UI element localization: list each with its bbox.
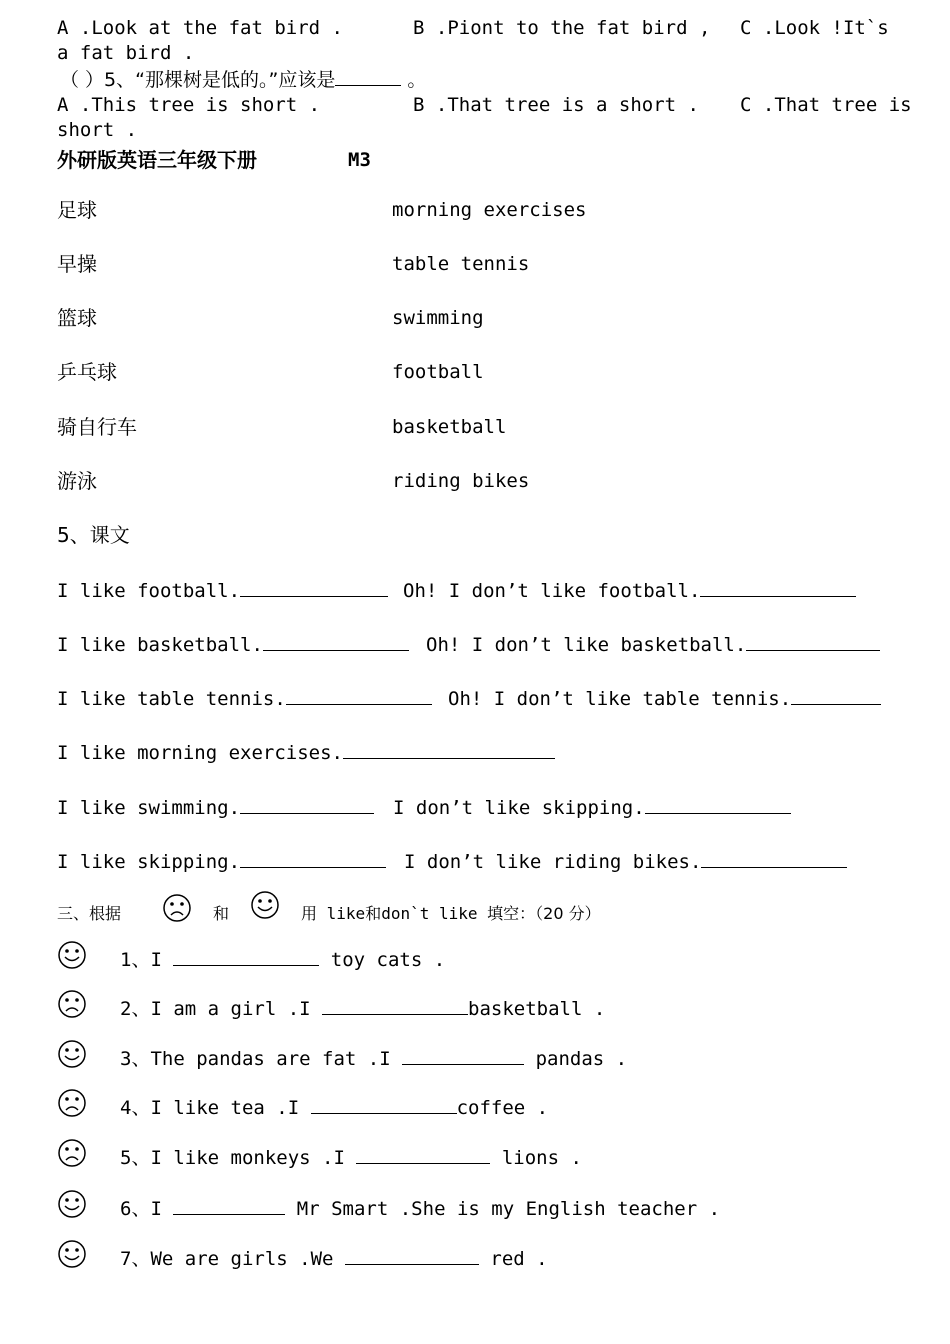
vocab-cn-1: 足球 xyxy=(57,198,97,222)
fill-item-6-post: Mr Smart .She is my English teacher . xyxy=(296,1198,721,1220)
text-line-6-blank-b[interactable] xyxy=(701,849,847,868)
section3-like: like xyxy=(326,904,366,923)
happy-face-icon xyxy=(57,940,87,970)
section5-title: 5、课文 xyxy=(57,523,130,547)
q5-option-a: A .This tree is short . xyxy=(57,94,321,116)
q4-option-b: B .Piont to the fat bird , xyxy=(413,17,711,39)
q5-answer-blank[interactable] xyxy=(335,67,401,86)
fill-item-5-blank[interactable] xyxy=(356,1145,490,1164)
section3-and2: 和 xyxy=(365,904,382,923)
vocab-en-4: football xyxy=(392,361,484,383)
happy-face-icon xyxy=(57,1039,87,1069)
fill-item-6 xyxy=(120,1196,720,1221)
text-line-5 xyxy=(57,795,374,820)
q5-option-b: B .That tree is a short . xyxy=(413,94,699,116)
q5-prefix: （ ）5、“那棵树是低的。”应该是 xyxy=(60,69,336,91)
text-line-1-a: I like football. xyxy=(57,580,241,602)
fill-item-5 xyxy=(120,1145,582,1170)
q4-option-a: A .Look at the fat bird . xyxy=(57,17,343,39)
text-line-2 xyxy=(57,632,409,657)
fill-item-6-blank[interactable] xyxy=(173,1196,285,1215)
fill-item-7 xyxy=(120,1246,548,1271)
text-line-5-blank-b[interactable] xyxy=(645,795,791,814)
text-line-6-blank-a[interactable] xyxy=(240,849,386,868)
section3-instr-pre: 用 xyxy=(301,904,318,923)
q5-option-c: C .That tree is xyxy=(740,94,912,116)
text-line-1-right xyxy=(403,578,856,603)
vocab-en-1: morning exercises xyxy=(392,199,587,221)
fill-item-5-pre: 5、I like monkeys .I xyxy=(120,1147,345,1169)
vocab-cn-4: 乒乓球 xyxy=(57,360,117,384)
vocab-cn-2: 早操 xyxy=(57,252,97,276)
fill-item-1 xyxy=(120,947,445,972)
fill-item-3 xyxy=(120,1046,627,1071)
text-line-2-blank-a[interactable] xyxy=(263,632,409,651)
section3-dont-like: don`t like xyxy=(381,904,478,923)
fill-item-4-post: coffee . xyxy=(456,1097,549,1119)
text-line-1-b: Oh! I don’t like football. xyxy=(403,580,701,602)
text-line-6-b: I don’t like riding bikes. xyxy=(404,851,702,873)
fill-item-2-blank[interactable] xyxy=(322,996,468,1015)
fill-item-3-blank[interactable] xyxy=(402,1046,524,1065)
fill-item-1-pre: 1、I xyxy=(120,949,162,971)
vocab-en-6: riding bikes xyxy=(392,470,530,492)
text-line-2-blank-b[interactable] xyxy=(746,632,880,651)
q4-option-c-continued: a fat bird . xyxy=(57,42,195,64)
text-line-5-right xyxy=(393,795,791,820)
q5-option-c-continued: short . xyxy=(57,119,138,141)
text-line-1-blank-b[interactable] xyxy=(700,578,856,597)
sad-face-icon xyxy=(162,893,192,923)
sad-face-icon xyxy=(57,989,87,1019)
text-line-4 xyxy=(57,740,555,765)
happy-face-icon xyxy=(57,1189,87,1219)
fill-item-7-blank[interactable] xyxy=(345,1246,479,1265)
fill-item-7-pre: 7、We are girls .We xyxy=(120,1248,334,1270)
vocab-cn-3: 篮球 xyxy=(57,306,97,330)
module-label: M3 xyxy=(348,149,371,171)
happy-face-icon xyxy=(250,890,280,920)
section3-label: 三、根据 xyxy=(57,904,122,923)
q4-option-c: C .Look !It`s xyxy=(740,17,889,39)
text-line-3-blank-a[interactable] xyxy=(286,686,432,705)
text-line-3-right xyxy=(448,686,881,711)
sad-face-icon xyxy=(57,1138,87,1168)
text-line-2-right xyxy=(426,632,880,657)
fill-item-4-pre: 4、I like tea .I xyxy=(120,1097,300,1119)
fill-item-4-blank[interactable] xyxy=(311,1095,457,1114)
text-line-6-a: I like skipping. xyxy=(57,851,241,873)
fill-item-5-post: lions . xyxy=(501,1147,582,1169)
text-line-2-a: I like basketball. xyxy=(57,634,263,656)
fill-item-2-post: basketball . xyxy=(468,998,606,1020)
q5-suffix: 。 xyxy=(407,69,427,91)
fill-item-4 xyxy=(120,1095,548,1120)
vocab-en-5: basketball xyxy=(392,416,507,438)
page-title: 外研版英语三年级下册 xyxy=(57,148,257,172)
fill-item-7-post: red . xyxy=(490,1248,548,1270)
text-line-6 xyxy=(57,849,386,874)
text-line-1 xyxy=(57,578,388,603)
text-line-4-a: I like morning exercises. xyxy=(57,742,343,764)
happy-face-icon xyxy=(57,1239,87,1269)
fill-item-2-pre: 2、I am a girl .I xyxy=(120,998,311,1020)
text-line-5-b: I don’t like skipping. xyxy=(393,797,645,819)
text-line-5-blank-a[interactable] xyxy=(240,795,374,814)
sad-face-icon xyxy=(57,1088,87,1118)
vocab-cn-5: 骑自行车 xyxy=(57,415,137,439)
fill-item-3-post: pandas . xyxy=(535,1048,628,1070)
text-line-1-blank-a[interactable] xyxy=(240,578,388,597)
vocab-en-2: table tennis xyxy=(392,253,530,275)
text-line-3 xyxy=(57,686,432,711)
vocab-cn-6: 游泳 xyxy=(57,469,97,493)
text-line-3-a: I like table tennis. xyxy=(57,688,286,710)
fill-item-1-post: toy cats . xyxy=(330,949,446,971)
section3-instr-post: 填空：（20 分） xyxy=(487,904,601,923)
text-line-6-right xyxy=(404,849,847,874)
section3-instruction xyxy=(301,902,601,926)
text-line-5-a: I like swimming. xyxy=(57,797,241,819)
section3-and: 和 xyxy=(213,904,230,923)
text-line-4-blank-a[interactable] xyxy=(343,740,555,759)
text-line-2-b: Oh! I don’t like basketball. xyxy=(426,634,747,656)
vocab-en-3: swimming xyxy=(392,307,484,329)
text-line-3-b: Oh! I don’t like table tennis. xyxy=(448,688,792,710)
text-line-3-blank-b[interactable] xyxy=(791,686,881,705)
q5-question xyxy=(60,67,426,92)
fill-item-2 xyxy=(120,996,605,1021)
fill-item-6-pre: 6、I xyxy=(120,1198,162,1220)
fill-item-3-pre: 3、The pandas are fat .I xyxy=(120,1048,391,1070)
fill-item-1-blank[interactable] xyxy=(173,947,319,966)
